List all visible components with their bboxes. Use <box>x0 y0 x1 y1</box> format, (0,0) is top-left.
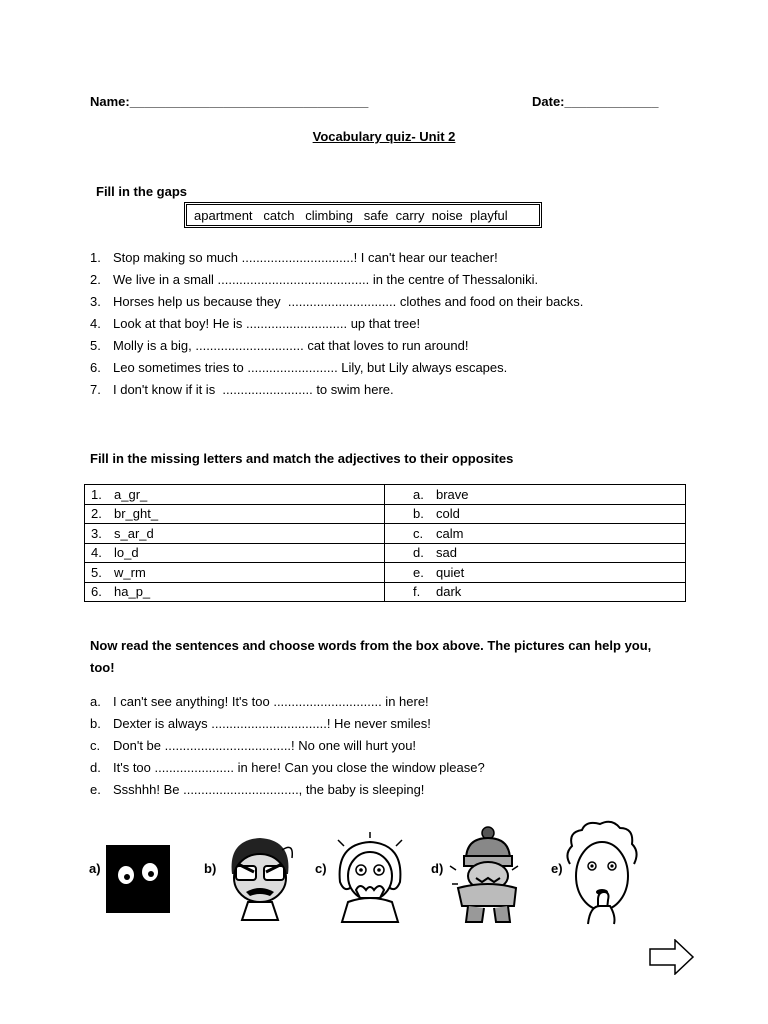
list-item <box>90 313 583 335</box>
list-item <box>90 379 583 401</box>
dark-eyes-icon <box>106 845 170 916</box>
table-cell-opposite <box>385 563 686 583</box>
row-letter: f. <box>413 584 421 600</box>
table-cell-adjective <box>85 524 385 544</box>
item-number: 7. <box>90 382 101 397</box>
opposite-text: dark <box>436 584 462 600</box>
table-row <box>85 563 686 583</box>
opposite-text: brave <box>436 486 469 502</box>
list-item <box>90 691 485 713</box>
list-item <box>90 247 583 269</box>
matching-table <box>84 484 686 602</box>
list-item <box>90 357 583 379</box>
picture-label-c: c) <box>315 861 327 876</box>
item-letter: a. <box>90 694 101 709</box>
section-match-heading: Fill in the missing letters and match the adjectives to their opposites <box>90 451 514 466</box>
table-cell-opposite <box>385 543 686 563</box>
row-number: 2. <box>91 506 102 522</box>
cold-person-icon <box>448 826 522 927</box>
picture-label-a: a) <box>89 861 101 876</box>
gap-fill-list <box>90 247 583 401</box>
adjective-text: a_gr_ <box>114 486 148 502</box>
sentence-list <box>90 691 485 801</box>
table-row <box>85 524 686 544</box>
item-number: 6. <box>90 360 101 375</box>
row-letter: c. <box>413 525 424 541</box>
row-number: 3. <box>91 525 102 541</box>
item-text: Leo sometimes tries to ......................... Lily, but Lily always escapes. <box>113 360 508 375</box>
word-bank-box: apartment catch climbing safe carry noise playful <box>186 204 540 226</box>
row-letter: a. <box>413 486 424 502</box>
section-choose-heading-line2: too! <box>90 660 115 675</box>
angry-boy-icon <box>218 832 298 925</box>
adjective-text: w_rm <box>114 564 146 580</box>
picture-label-d: d) <box>431 861 444 876</box>
table-row <box>85 543 686 563</box>
opposite-text: quiet <box>436 564 465 580</box>
table-cell-opposite <box>385 524 686 544</box>
adjective-text: br_ght_ <box>114 506 159 522</box>
item-text: It's too ...................... in here! Can you close the window please? <box>113 760 485 775</box>
adjective-text: ha_p_ <box>114 584 151 600</box>
table-cell-adjective <box>85 485 385 505</box>
adjective-text: s_ar_d <box>114 525 154 541</box>
table-cell-adjective <box>85 543 385 563</box>
row-number: 5. <box>91 564 102 580</box>
table-cell-adjective <box>85 504 385 524</box>
table-cell-opposite <box>385 504 686 524</box>
item-number: 4. <box>90 316 101 331</box>
quiet-gesture-icon <box>564 820 638 929</box>
row-letter: b. <box>413 506 424 522</box>
item-number: 3. <box>90 294 101 309</box>
next-arrow-icon[interactable] <box>649 939 695 978</box>
section-fill-gaps-heading: Fill in the gaps <box>96 184 188 199</box>
list-item <box>90 269 583 291</box>
table-cell-adjective <box>85 563 385 583</box>
table-row <box>85 485 686 505</box>
item-number: 2. <box>90 272 101 287</box>
section-choose-heading-line1: Now read the sentences and choose words from the box above. The pictures can help you, <box>90 638 652 653</box>
list-item <box>90 291 583 313</box>
row-number: 4. <box>91 545 102 561</box>
item-text: I can't see anything! It's too .............................. in here! <box>113 694 429 709</box>
table-row <box>85 582 686 602</box>
scared-girl-icon <box>330 832 410 927</box>
item-text: I don't know if it is ......................... to swim here. <box>113 382 394 397</box>
adjective-text: lo_d <box>114 545 139 561</box>
table-cell-opposite <box>385 485 686 505</box>
item-letter: d. <box>90 760 101 775</box>
list-item <box>90 779 485 801</box>
item-text: Dexter is always ................................! He never smiles! <box>113 716 431 731</box>
opposite-text: sad <box>436 545 457 561</box>
item-letter: c. <box>90 738 101 753</box>
list-item <box>90 735 485 757</box>
row-number: 1. <box>91 486 102 502</box>
list-item <box>90 757 485 779</box>
item-text: Ssshhh! Be ................................, the baby is sleeping! <box>113 782 425 797</box>
picture-label-b: b) <box>204 861 217 876</box>
opposite-text: cold <box>436 506 460 522</box>
item-text: Molly is a big, .............................. cat that loves to run around! <box>113 338 469 353</box>
item-text: Don't be ...................................! No one will hurt you! <box>113 738 417 753</box>
picture-label-e: e) <box>551 861 563 876</box>
list-item <box>90 335 583 357</box>
table-row <box>85 504 686 524</box>
item-text: We live in a small .......................................... in the centre of Thessaloniki. <box>113 272 539 287</box>
item-number: 1. <box>90 250 101 265</box>
item-text: Stop making so much ...............................! I can't hear our teacher! <box>113 250 498 265</box>
item-text: Horses help us because they .............................. clothes and food on their backs. <box>113 294 584 309</box>
page-title: Vocabulary quiz- Unit 2 <box>312 129 456 144</box>
item-text: Look at that boy! He is ............................ up that tree! <box>113 316 421 331</box>
opposite-text: calm <box>436 525 464 541</box>
item-number: 5. <box>90 338 101 353</box>
list-item <box>90 713 485 735</box>
item-letter: e. <box>90 782 101 797</box>
row-letter: e. <box>413 564 424 580</box>
table-cell-adjective <box>85 582 385 602</box>
item-letter: b. <box>90 716 101 731</box>
date-field: Date:_____________ <box>532 94 659 109</box>
table-cell-opposite <box>385 582 686 602</box>
row-letter: d. <box>413 545 424 561</box>
row-number: 6. <box>91 584 102 600</box>
name-field: Name:_________________________________ <box>90 94 369 109</box>
